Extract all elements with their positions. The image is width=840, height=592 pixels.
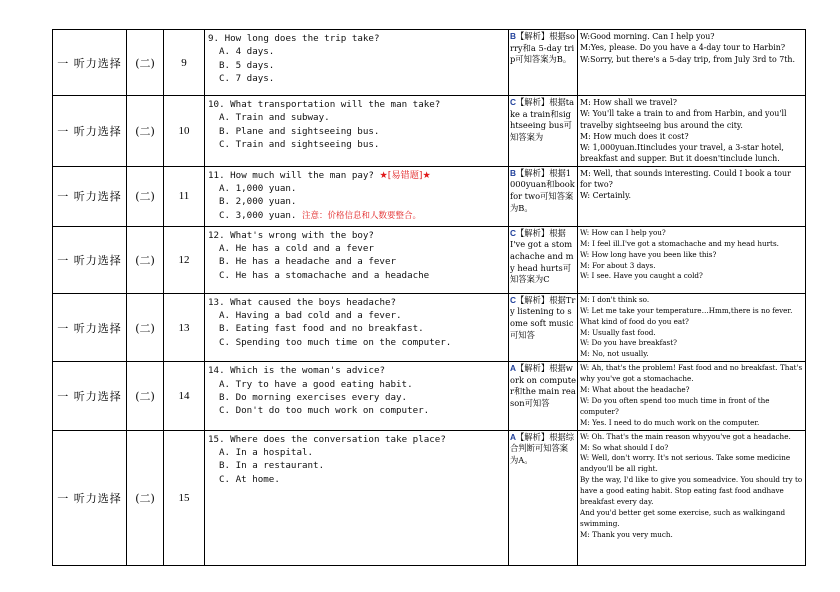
answer-letter: C: [510, 227, 516, 238]
analysis-text: 【解析】根据sorry和a 5-day trip可知答案为B。: [510, 31, 576, 65]
transcript-cell: [578, 293, 806, 361]
transcript-line: M: Well, that sounds interesting. Could I book a tour for two?: [580, 168, 791, 190]
section-cell: 一 听力选择: [53, 96, 127, 167]
question-number: 11: [164, 166, 205, 226]
transcript-line: M: How much does it cost?: [580, 131, 689, 141]
option: A. Having a bad cold and a fever.: [219, 310, 402, 322]
analysis-cell: [509, 96, 578, 167]
question-text: 10. What transportation will the man take?: [208, 99, 441, 110]
option: B. In a restaurant.: [219, 460, 325, 472]
transcript-line: M: So what should I do?: [580, 442, 669, 452]
error-prone-tag: ★[易错题]★: [379, 169, 431, 181]
transcript-line: W:Good morning. Can I help you?: [580, 32, 715, 41]
analysis-text: 【解析】根据I've got a stomachache and my head hurts可知答案为C: [510, 227, 574, 285]
question-text: [208, 169, 505, 182]
transcript-cell: [578, 96, 806, 167]
question-cell: [205, 293, 509, 361]
question-cell: [205, 226, 509, 293]
question-text: 12. What's wrong with the boy?: [208, 229, 374, 241]
table-row: [53, 96, 806, 167]
question-number: 10: [164, 96, 205, 167]
table-row: [53, 430, 806, 565]
question-number: 9: [164, 30, 205, 96]
transcript-line: W: Certainly.: [580, 191, 631, 201]
transcript-line: W: 1,000yuan.Itincludes your travel, a 3-star hotel, breakfast and supper. But it doesn'tinclude lunch.: [580, 143, 784, 164]
analysis-cell: [509, 293, 578, 361]
option: C. Don't do too much work on computer.: [219, 405, 430, 417]
question-cell: [205, 96, 509, 167]
question-number: 15: [164, 430, 205, 565]
option: A. Try to have a good eating habit.: [219, 378, 413, 390]
answer-letter: B: [510, 31, 516, 41]
option: C. Spending too much time on the computer.: [219, 336, 452, 348]
analysis-text: 【解析】根据Try listening to some soft music可知答: [510, 294, 576, 340]
analysis-cell: [509, 362, 578, 430]
table-row: [53, 226, 806, 293]
analysis-cell: [509, 430, 578, 565]
option: C. Train and sightseeing bus.: [219, 138, 380, 150]
transcript-line: M: Usually fast food.: [580, 327, 656, 337]
table-row: [53, 30, 806, 96]
part-cell: (二): [127, 30, 164, 96]
analysis-text: 【解析】根据1000yuan和book for two可知答案为B。: [510, 167, 575, 213]
table-row: [53, 293, 806, 361]
transcript-line: W:Sorry, but there's a 5-day trip, from July 3rd to 7th.: [580, 54, 795, 64]
analysis-text: 【解析】根据take a train和sightseeing bus可知答案为: [510, 97, 575, 142]
option: C. 7 days.: [219, 72, 275, 84]
option: B. 2,000 yuan.: [219, 196, 297, 208]
transcript-cell: [578, 430, 806, 565]
transcript-cell: [578, 362, 806, 430]
question-text: 9. How long does the trip take?: [208, 33, 380, 44]
listening-table: [52, 29, 806, 566]
transcript-line: M: I don't think so.: [580, 294, 650, 304]
question-text-main: 11. How much will the man pay?: [208, 169, 374, 181]
option: A. 4 days.: [219, 46, 275, 58]
option: B. Plane and sightseeing bus.: [219, 125, 380, 137]
option-text: C. 3,000 yuan.: [219, 209, 297, 221]
option: A. Train and subway.: [219, 112, 330, 124]
question-cell: [205, 362, 509, 430]
transcript-line: M: How shall we travel?: [580, 98, 677, 107]
question-text: 13. What caused the boys headache?: [208, 296, 397, 308]
part-cell: (二): [127, 362, 164, 430]
option: A. He has a cold and a fever: [219, 243, 374, 255]
section-cell: 一 听力选择: [53, 166, 127, 226]
answer-letter: C: [510, 97, 516, 107]
section-cell: 一 听力选择: [53, 293, 127, 361]
part-cell: (二): [127, 96, 164, 167]
option: B. Do morning exercises every day.: [219, 391, 408, 403]
transcript-line: W: Let me take your temperature…Hmm,there is no fever. What kind of food do you eat?: [580, 305, 793, 326]
option: B. Eating fast food and no breakfast.: [219, 323, 424, 335]
transcript-line: W: Ah, that's the problem! Fast food and no breakfast. That's why you've got a stomachache.: [580, 363, 803, 384]
transcript-cell: [578, 30, 806, 96]
transcript-line: W: How long have you been like this?: [580, 249, 717, 259]
transcript-line: W: I see. Have you caught a cold?: [580, 271, 703, 281]
part-cell: (二): [127, 293, 164, 361]
analysis-text: 【解析】根据work on computer和the main reason可知答: [510, 363, 577, 408]
question-text: 15. Where does the conversation take place?: [208, 433, 446, 445]
transcript-line: W: Well, don't worry. It's not serious. Take some medicine andyou'll be all right.: [580, 453, 791, 474]
section-cell: 一 听力选择: [53, 226, 127, 293]
transcript-line: W: How can I help you?: [580, 227, 666, 237]
answer-letter: A: [510, 363, 516, 374]
option: C. He has a stomachache and a headache: [219, 269, 430, 281]
section-cell: 一 听力选择: [53, 430, 127, 565]
transcript-line: W: Do you have breakfast?: [580, 338, 677, 348]
analysis-text: 【解析】根据综合判断可知答案为A。: [510, 431, 575, 465]
transcript-cell: [578, 166, 806, 226]
option: C. At home.: [219, 473, 280, 485]
section-cell: 一 听力选择: [53, 30, 127, 96]
transcript-line: W: You'll take a train to and from Harbin, and you'll travelby sightseeing bus around the city.: [580, 109, 787, 130]
question-number: 12: [164, 226, 205, 293]
option: [208, 209, 505, 223]
analysis-cell: [509, 30, 578, 96]
answer-letter: A: [510, 431, 516, 442]
option: A. In a hospital.: [219, 446, 314, 458]
section-cell: 一 听力选择: [53, 362, 127, 430]
transcript-line: M: For about 3 days.: [580, 260, 656, 270]
question-cell: [205, 30, 509, 96]
option-hint: 注意：价格信息和人数要整合。: [302, 210, 422, 221]
analysis-cell: [509, 166, 578, 226]
answer-letter: C: [510, 294, 516, 305]
part-cell: (二): [127, 430, 164, 565]
transcript-line: And you'd better get some exercise, such as walkingand swimming.: [580, 508, 786, 528]
question-number: 13: [164, 293, 205, 361]
part-cell: (二): [127, 226, 164, 293]
transcript-line: W: Do you often spend too much time in front of the computer?: [580, 395, 770, 416]
question-number: 14: [164, 362, 205, 430]
answer-letter: B: [510, 167, 516, 178]
question-text: 14. Which is the woman's advice?: [208, 365, 386, 377]
option: B. 5 days.: [219, 59, 275, 71]
transcript-line: M: No, not usually.: [580, 349, 649, 359]
option: B. He has a headache and a fever: [219, 256, 397, 268]
option: A. 1,000 yuan.: [219, 183, 297, 195]
exam-page: [52, 29, 806, 566]
analysis-cell: [509, 226, 578, 293]
transcript-line: M: Yes. I need to do much work on the computer.: [580, 417, 760, 427]
transcript-line: By the way, I'd like to give you someadvice. You should try to have a good eating habit. Stop eating fast food andhave breakfast every day.: [580, 475, 803, 507]
table-row: [53, 166, 806, 226]
transcript-line: M: I feel ill.I've got a stomachache and my head hurts.: [580, 238, 779, 248]
transcript-line: M: What about the headache?: [580, 385, 690, 395]
transcript-cell: [578, 226, 806, 293]
transcript-line: W: Oh. That's the main reason whyyou've got a headache.: [580, 431, 791, 441]
table-row: [53, 362, 806, 430]
part-cell: (二): [127, 166, 164, 226]
question-cell: [205, 166, 509, 226]
question-cell: [205, 430, 509, 565]
transcript-line: M: Thank you very much.: [580, 529, 673, 539]
transcript-line: M:Yes, please. Do you have a 4-day tour to Harbin?: [580, 43, 786, 53]
